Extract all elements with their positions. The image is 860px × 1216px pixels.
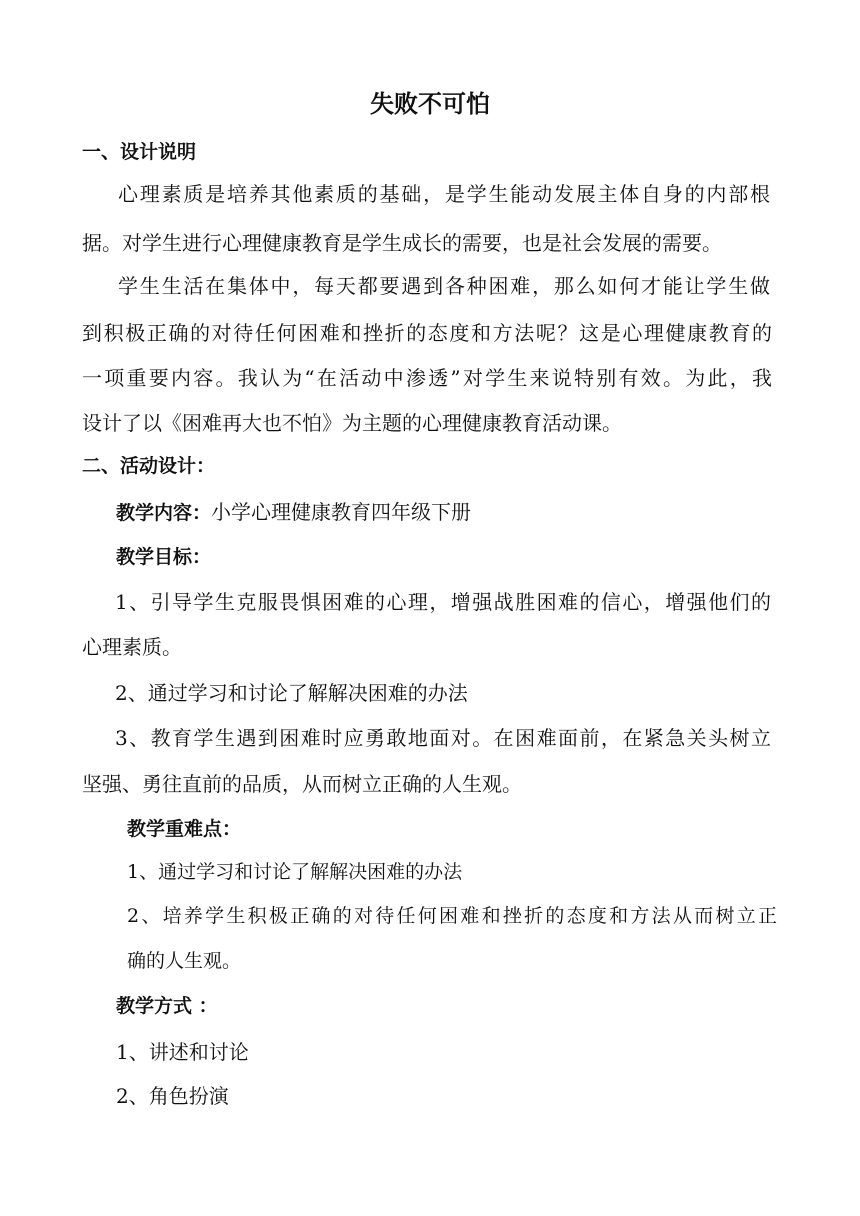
key-point-line: 2、培养学生积极正确的对待任何困难和挫折的态度和方法从而树立正 [127,905,777,927]
paragraph-line: 据。对学生进行心理健康教育是学生成长的需要，也是社会发展的需要。 [82,231,722,255]
teaching-content-line [116,496,816,529]
key-points-label: 教学重难点： [127,818,242,840]
teaching-goals-label: 教学目标： [116,546,212,568]
teaching-method-label: 教学方式 ： [116,995,218,1017]
paragraph-line: 学生生活在集体中，每天都要遇到各种困难，那么如何才能让学生做 [118,274,770,298]
paragraph-line: 心理素质是培养其他素质的基础，是学生能动发展主体自身的内部根 [118,182,770,206]
teaching-content-label: 教学内容： [116,502,212,524]
paragraph-line: 一项重要内容。我认为“在活动中渗透”对学生来说特别有效。为此，我 [82,366,772,390]
key-point-line: 确的人生观。 [127,950,242,972]
goal-line: 1、引导学生克服畏惧困难的心理，增强战胜困难的信心，增强他们的 [115,590,771,614]
goal-line: 3、教育学生遇到困难时应勇敢地面对。在困难面前，在紧急关头树立 [115,726,771,750]
goal-line: 心理素质。 [82,635,182,659]
method-item: 2、角色扮演 [116,1084,229,1108]
goal-line: 2、通过学习和讨论了解解决困难的办法 [115,681,468,705]
key-point-line: 1、通过学习和讨论了解解决困难的办法 [127,861,463,883]
section-heading-design: 一、设计说明 [82,141,197,163]
method-item: 1、讲述和讨论 [116,1040,249,1064]
paragraph-line: 设计了以《困难再大也不怕》为主题的心理健康教育活动课。 [82,411,622,435]
goal-line: 坚强、勇往直前的品质，从而树立正确的人生观。 [82,772,522,796]
paragraph-line: 到积极正确的对待任何困难和挫折的态度和方法呢？这是心理健康教育的 [82,321,772,345]
document-title: 失败不可怕 [370,90,490,118]
teaching-content-value: 小学心理健康教育四年级下册 [211,500,472,524]
section-heading-activity: 二、活动设计： [82,455,216,477]
